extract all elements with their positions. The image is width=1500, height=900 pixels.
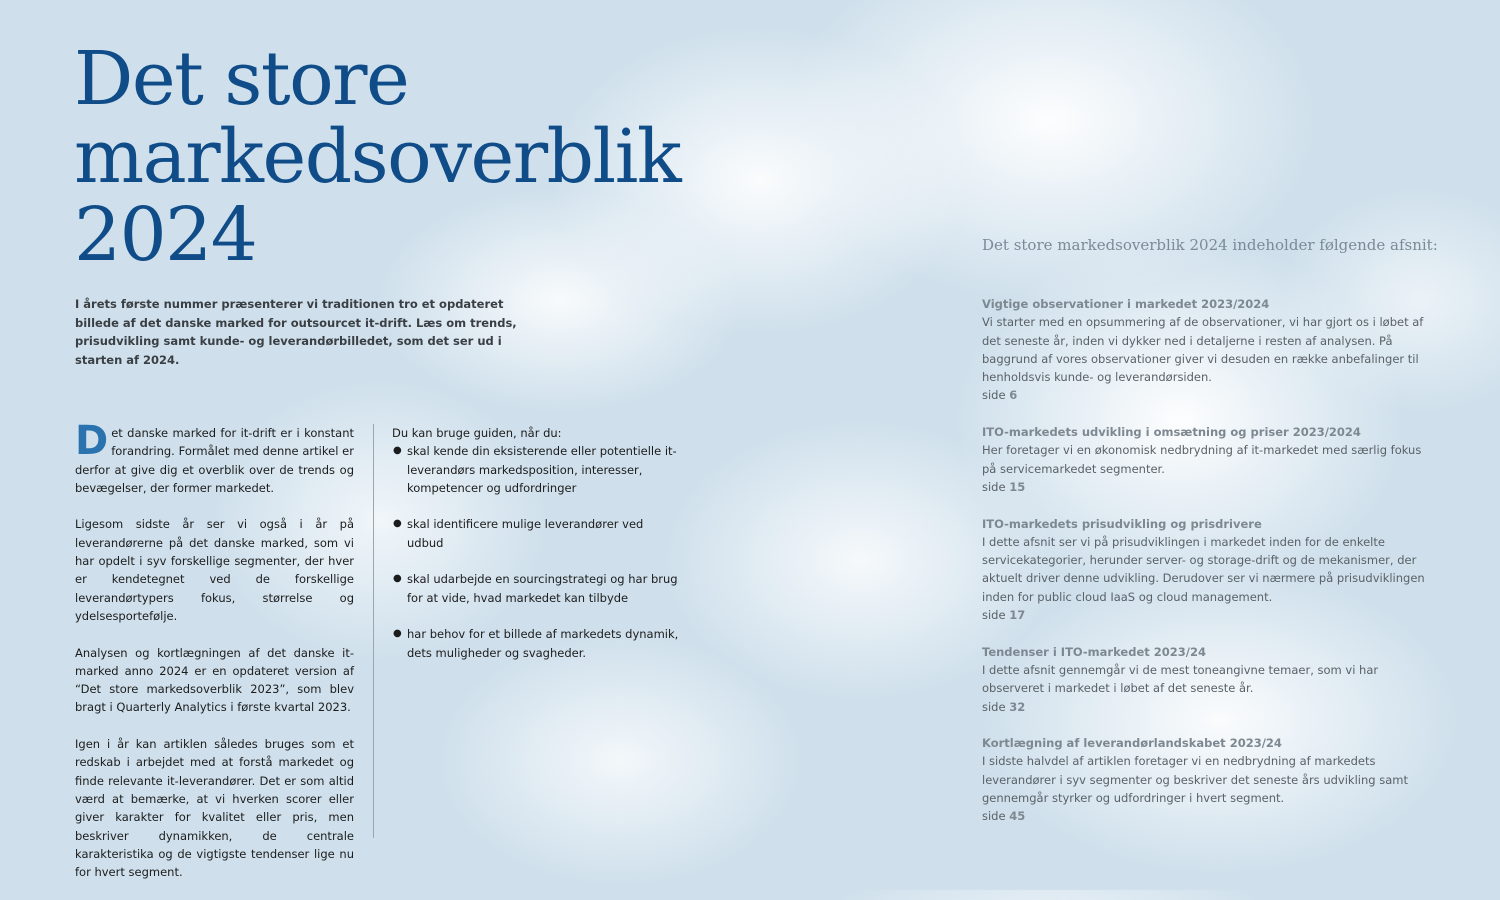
toc-item-description: I dette afsnit gennemgår vi de mest toneangivne temaer, som vi har observeret i markedet i løbet af det seneste år.: [982, 662, 1379, 696]
page-number: 45: [1009, 809, 1026, 824]
title-line: 2024: [74, 192, 257, 278]
bullet-icon: ●: [393, 628, 402, 640]
toc-item-page: [982, 698, 1437, 716]
page-prefix: side: [982, 699, 1006, 714]
list-item: [392, 442, 682, 497]
table-of-contents: [982, 295, 1437, 844]
toc-item-page: [982, 606, 1437, 624]
toc-heading: Det store markedsoverblik 2024 indeholder følgende afsnit:: [982, 236, 1438, 254]
list-item: [392, 515, 682, 552]
drop-cap: D: [75, 418, 109, 464]
page-number: 17: [1009, 608, 1026, 623]
body-paragraph-text: et danske marked for it-drift er i konstant forandring. Formålet med denne artikel er derfor at give dig et overblik over de trends og bevægelser, der former markedet.: [75, 426, 354, 495]
list-item-text: skal udarbejde en sourcingstrategi og har brug for at vide, hvad markedet kan tilbyde: [407, 572, 678, 605]
page-prefix: side: [982, 479, 1006, 494]
list-item-text: skal identificere mulige leverandører ved udbud: [407, 517, 644, 550]
toc-item-title: Tendenser i ITO-markedet 2023/24: [982, 644, 1206, 659]
toc-item[interactable]: [982, 423, 1437, 496]
page-prefix: side: [982, 809, 1006, 824]
body-column-left: [75, 418, 354, 900]
page-number: 32: [1009, 699, 1026, 714]
list-item: [392, 625, 682, 662]
column-divider: [373, 424, 374, 838]
toc-item[interactable]: [982, 295, 1437, 405]
body-paragraph: [75, 418, 354, 497]
page-prefix: side: [982, 388, 1006, 403]
title-line: Det store: [74, 36, 409, 122]
body-paragraph: Analysen og kortlægningen af det danske it-marked anno 2024 er en opdateret version af “Det store markedsoverblik 2023”, som blev bragt i Quarterly Analytics i første kvartal 2023.: [75, 645, 354, 715]
toc-item[interactable]: [982, 734, 1437, 825]
toc-item-page: [982, 478, 1437, 496]
toc-item-title: ITO-markedets prisudvikling og prisdrivere: [982, 516, 1262, 531]
guide-list: [392, 442, 682, 662]
toc-item[interactable]: [982, 515, 1437, 625]
body-paragraph: Igen i år kan artiklen således bruges som et redskab i arbejdet med at forstå markedet og finde relevante it-leverandører. Det er som altid værd at bemærke, at vi hverken scorer eller giver karakter for kvalitet eller pris, men beskriver dynamikken, de centrale karakteristika og de vigtigste tendenser lige nu for hvert segment.: [75, 737, 354, 880]
page-number: 15: [1009, 479, 1026, 494]
list-item: [392, 570, 682, 607]
toc-item-description: Vi starter med en opsummering af de observationer, vi har gjort os i løbet af det seneste år, inden vi dykker ned i detaljerne i resten af analysen. På baggrund af vores observationer giver vi desuden en række anbefalinger til henholdsvis kunde- og leverandørsiden.: [982, 315, 1424, 385]
toc-item-title: Kortlægning af leverandørlandskabet 2023/24: [982, 736, 1282, 751]
toc-item-title: Vigtige observationer i markedet 2023/2024: [982, 297, 1270, 311]
toc-item[interactable]: [982, 643, 1437, 716]
list-item-text: har behov for et billede af markedets dynamik, dets muligheder og svagheder.: [407, 627, 679, 660]
guide-intro: Du kan bruge guiden, når du:: [392, 426, 562, 440]
bullet-icon: ●: [393, 573, 402, 585]
bullet-icon: ●: [393, 445, 402, 457]
toc-item-title: ITO-markedets udvikling i omsætning og priser 2023/2024: [982, 425, 1361, 440]
toc-item-page: [982, 807, 1437, 825]
toc-item-description: Her foretager vi en økonomisk nedbrydning af it-markedet med særlig fokus på servicemarkedet segmenter.: [982, 443, 1422, 476]
lead-paragraph: I årets første nummer præsenterer vi traditionen tro et opdateret billede af det danske marked for outsourcet it-drift. Læs om trends, prisudvikling samt kunde- og leverandørbilledet, som det ser ud i starten af 2024.: [75, 297, 517, 367]
body-paragraph: Ligesom sidste år ser vi også i år på leverandørerne på det danske marked, som vi har opdelt i syv forskellige segmenter, der hver er kendetegnet ved de forskellige leverandørtypers fokus, størrelse og ydelsesportefølje.: [75, 517, 354, 623]
page-prefix: side: [982, 608, 1006, 623]
bullet-icon: ●: [393, 518, 402, 530]
title-line: markedsoverblik: [74, 114, 681, 200]
toc-item-description: I sidste halvdel af artiklen foretager vi en nedbrydning af markedets leverandører i syv segmenter og beskriver det seneste års udvikling samt gennemgår styrker og udfordringer i hvert segment.: [982, 754, 1408, 806]
list-item-text: skal kende din eksisterende eller potentielle it-leverandørs markedsposition, interesser, kompetencer og udfordringer: [407, 444, 677, 495]
page-title: [74, 36, 681, 278]
body-column-right: [392, 424, 682, 680]
page-number: 6: [1009, 388, 1018, 403]
toc-item-description: I dette afsnit ser vi på prisudviklingen i markedet inden for de enkelte servicekategorier, herunder server- og storage-drift og de mekanismer, der aktuelt driver denne udvikling. Derudover ser vi nærmere på prisudviklingen inden for public cloud IaaS og cloud management.: [982, 534, 1425, 604]
toc-item-page: [982, 386, 1437, 404]
